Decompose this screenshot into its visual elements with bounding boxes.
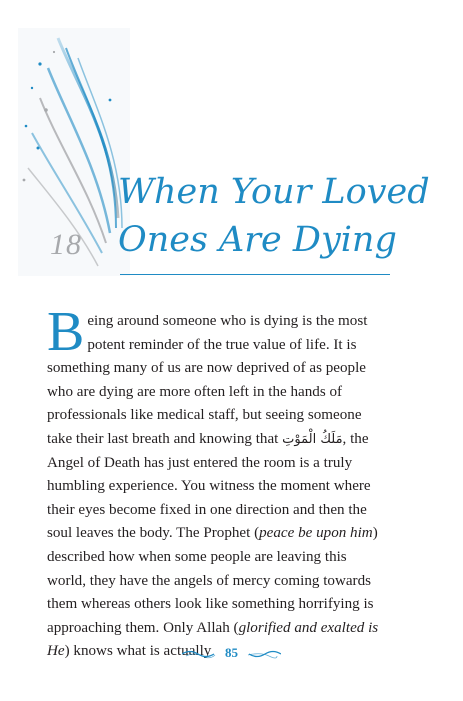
honorific-1: peace be upon him <box>259 525 373 542</box>
title-rule <box>120 274 390 275</box>
arabic-term: مَلَكُ الْمَوْتِ <box>282 431 343 447</box>
chapter-number: 18 <box>50 228 82 261</box>
drop-cap: B <box>47 301 85 363</box>
body-text <box>47 301 389 664</box>
body-run-2: , the Angel of Death has just entered the room is a truly humbling experience. You witness the moment where their eyes become fixed in one direction and then the soul leaves the body. The Prophet ( <box>47 430 371 542</box>
page-footer <box>0 645 463 661</box>
body-paragraph <box>47 301 389 664</box>
chapter-title-line-1: When Your Loved <box>118 172 430 212</box>
honorific-2: glorified and exalted is He <box>47 619 379 660</box>
body-run-3: ) described how when some people are leaving this world, they have the angels of mercy coming towards them whereas others look like something horrifying is approaching them. Only Allah ( <box>47 525 378 636</box>
chapter-title <box>118 168 430 264</box>
left-ornament-icon <box>182 649 216 659</box>
right-ornament-icon <box>247 649 281 659</box>
page-number: 85 <box>225 645 238 660</box>
body-run-1: eing around someone who is dying is the most potent reminder of the true value of life. It is something many of us are now deprived of as people who are dying are more often left in the hands of professionals like medical staff, but seeing someone take their last breath and knowing that <box>47 313 368 447</box>
body-run-4: ) knows what is actually <box>64 643 212 660</box>
chapter-title-line-2: Ones Are Dying <box>118 220 397 260</box>
